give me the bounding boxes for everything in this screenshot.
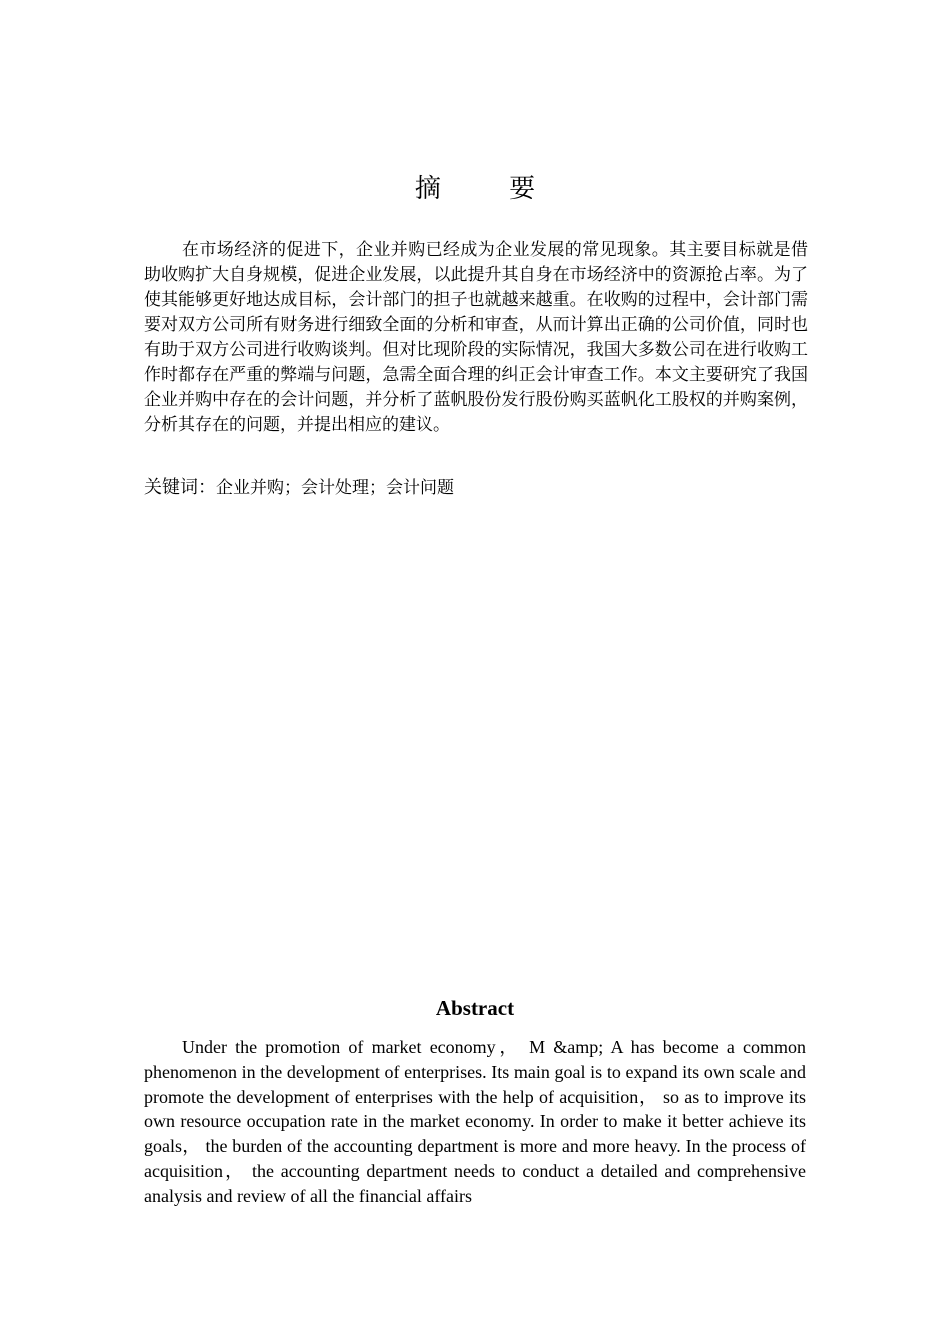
english-abstract-body: Under the promotion of market economy， M &amp; A has become a common phenomenon in the development of enterprises. Its main goal is to expand its own scale and promote the development of enterprises with the help of acquisition， so as to improve its own resource occupation rate in the market economy. In order to make it better achieve its goals， the burden of the accounting department is more and more heavy. In the process of acquisition， the accounting department needs to conduct a detailed and comprehensive analysis and review of all the financial affairs (144, 1037, 806, 1206)
english-abstract-title: Abstract (435, 996, 515, 1020)
chinese-keywords (144, 476, 808, 500)
chinese-abstract-body: 在市场经济的促进下，企业并购已经成为企业发展的常见现象。其主要目标就是借助收购扩大自身规模，促进企业发展，以此提升其自身在市场经济中的资源抢占率。为了使其能够更好地达成目标，会计部门的担子也就越来越重。在收购的过程中，会计部门需要对双方公司所有财务进行细致全面的分析和审查，从而计算出正确的公司价值，同时也有助于双方公司进行收购谈判。但对比现阶段的实际情况，我国大多数公司在进行收购工作时都存在严重的弊端与问题，急需全面合理的纠正会计审查工作。本文主要研究了我国企业并购中存在的会计问题，并分析了蓝帆股份发行股份购买蓝帆化工股权的并购案例，分析其存在的问题，并提出相应的建议。 (144, 240, 808, 435)
keywords-label: 关键词： (144, 477, 216, 498)
chinese-abstract-title: 摘 要 (414, 174, 566, 204)
keywords-value: 企业并购；会计处理；会计问题 (216, 478, 454, 498)
